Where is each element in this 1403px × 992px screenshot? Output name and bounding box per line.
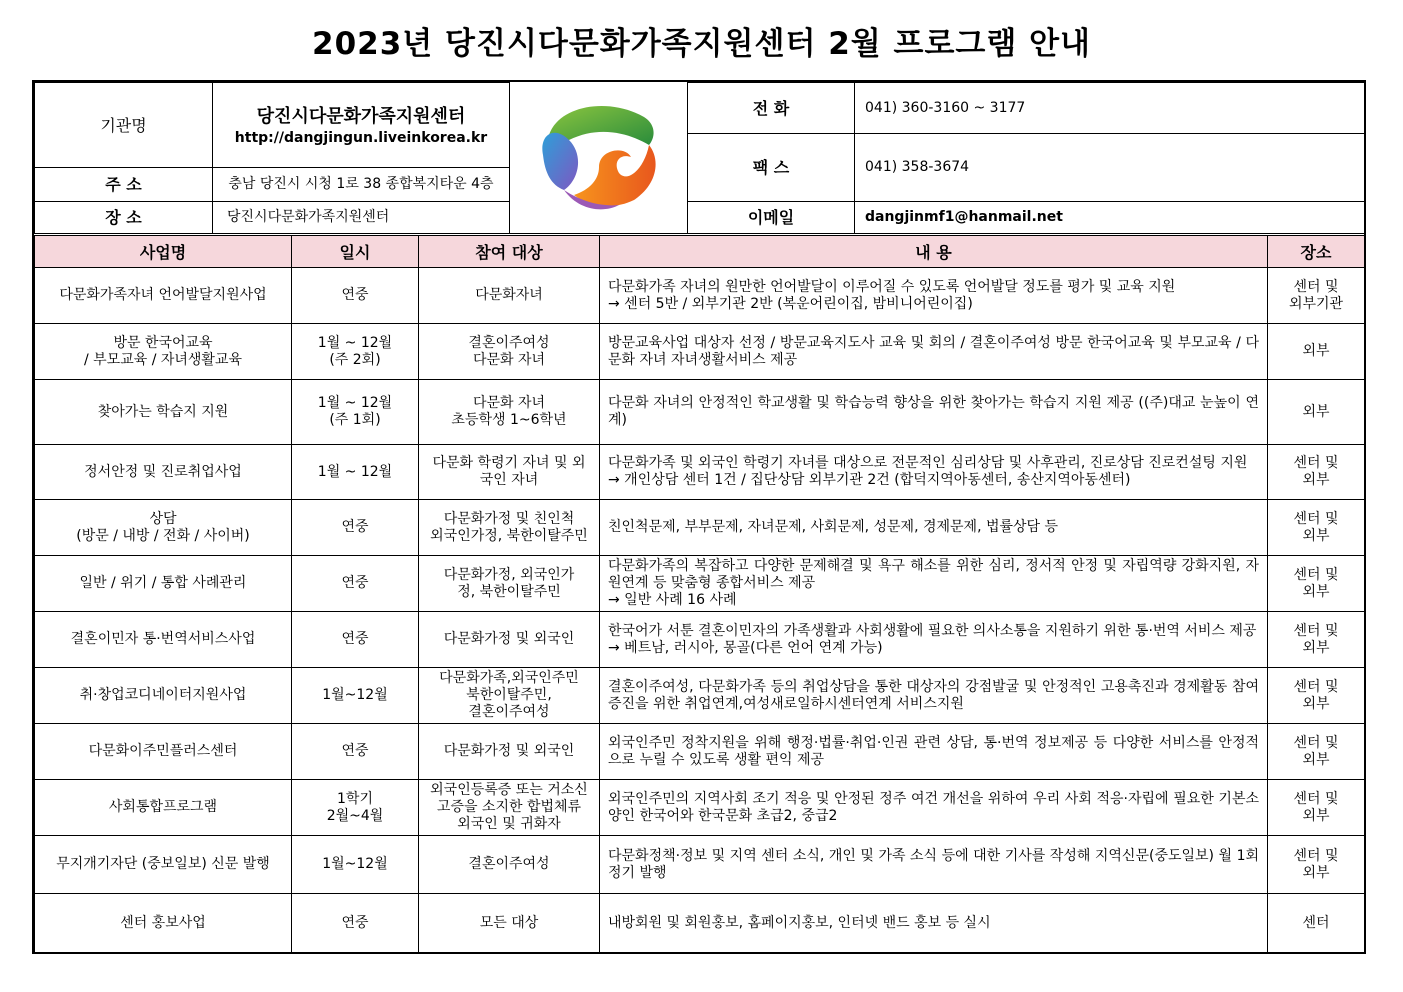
program-place xyxy=(1268,836,1365,894)
program-place xyxy=(1268,380,1365,445)
program-name xyxy=(35,668,292,724)
program-name xyxy=(35,836,292,894)
program-target xyxy=(419,380,600,445)
col-header-content: 내 용 xyxy=(600,236,1268,268)
program-date-line: 1월~12월 xyxy=(322,856,388,872)
phone-value: 041) 360-3160 ~ 3177 xyxy=(855,83,1365,134)
program-place xyxy=(1268,668,1365,724)
program-target-line: 초등학생 1~6학년 xyxy=(451,412,567,428)
program-content xyxy=(600,836,1268,894)
program-place-line: 센터 및 xyxy=(1293,455,1339,471)
program-date-line: 연중 xyxy=(341,575,369,591)
center-logo-icon xyxy=(529,95,669,215)
table-row xyxy=(35,268,1365,324)
program-name xyxy=(35,500,292,556)
program-name-line: 센터 홍보사업 xyxy=(120,915,206,931)
email-value: dangjinmf1@hanmail.net xyxy=(855,202,1365,234)
program-target xyxy=(419,612,600,668)
program-target-line: 다문화가정 및 외국인 xyxy=(443,743,575,759)
program-date xyxy=(292,836,419,894)
program-place-line: 외부 xyxy=(1302,639,1330,656)
program-place-line: 외부 xyxy=(1302,695,1330,712)
program-date xyxy=(292,445,419,500)
program-date-line: (주 2회) xyxy=(329,351,381,368)
program-content xyxy=(600,724,1268,780)
program-place xyxy=(1268,612,1365,668)
program-target-line: 결혼이주여성 xyxy=(468,704,550,720)
program-target-line: 다문화가정 및 외국인 xyxy=(443,631,575,647)
program-target-line: 결혼이주여성 xyxy=(468,334,550,351)
program-content-line: 친인척문제, 부부문제, 자녀문제, 사회문제, 성문제, 경제문제, 법률상담 등 xyxy=(608,519,1059,535)
table-row xyxy=(35,894,1365,954)
program-date xyxy=(292,268,419,324)
program-place-line: 외부 xyxy=(1302,527,1330,544)
program-name xyxy=(35,724,292,780)
program-target xyxy=(419,836,600,894)
program-target-line: 다문화가족,외국인주민 xyxy=(439,670,579,686)
program-content xyxy=(600,612,1268,668)
program-target-line: 외국인 및 귀화자 xyxy=(457,816,561,832)
org-name-cell xyxy=(213,83,510,168)
program-target xyxy=(419,500,600,556)
program-place-line: 센터 및 xyxy=(1293,790,1339,807)
program-name xyxy=(35,780,292,836)
table-row xyxy=(35,380,1365,445)
table-row xyxy=(35,445,1365,500)
table-row xyxy=(35,668,1365,724)
email-label: 이메일 xyxy=(688,202,855,234)
program-date-line: 1학기 xyxy=(337,790,373,807)
program-target xyxy=(419,724,600,780)
program-document xyxy=(32,80,1366,954)
program-target xyxy=(419,668,600,724)
program-place-line: 센터 및 xyxy=(1293,678,1339,695)
program-date-line: 연중 xyxy=(341,631,369,647)
program-place-line: 센터 및 xyxy=(1293,510,1339,527)
program-date-line: 연중 xyxy=(341,519,369,535)
program-name xyxy=(35,556,292,612)
program-date xyxy=(292,556,419,612)
org-name: 당진시다문화가족지원센터 xyxy=(256,105,466,127)
fax-value: 041) 358-3674 xyxy=(855,134,1365,202)
program-target-line: 모든 대상 xyxy=(479,915,539,931)
program-date-line: 2월~4월 xyxy=(326,807,384,824)
address-value: 충남 당진시 시청 1로 38 종합복지타운 4층 xyxy=(213,168,510,202)
program-place-line: 센터 및 xyxy=(1293,847,1339,864)
program-date xyxy=(292,894,419,954)
program-date-line: 연중 xyxy=(341,743,369,759)
program-place-line: 외부 xyxy=(1302,472,1330,488)
program-date-line: 연중 xyxy=(341,915,369,931)
program-target-line: 외국인가정, 북한이탈주민 xyxy=(430,527,588,544)
program-date xyxy=(292,324,419,380)
program-place-line: 센터 및 xyxy=(1293,278,1339,295)
address-label: 주 소 xyxy=(35,168,213,202)
program-target-line: 다문화 자녀 xyxy=(472,395,546,411)
table-row xyxy=(35,556,1365,612)
table-row xyxy=(35,724,1365,780)
program-content xyxy=(600,380,1268,445)
program-place xyxy=(1268,724,1365,780)
col-header-place: 장소 xyxy=(1268,236,1365,268)
program-place-line: 외부 xyxy=(1302,343,1330,359)
program-place-line: 외부 xyxy=(1302,751,1330,768)
program-place xyxy=(1268,324,1365,380)
program-target-line: 정, 북한이탈주민 xyxy=(457,583,561,600)
col-header-name: 사업명 xyxy=(35,236,292,268)
program-name xyxy=(35,894,292,954)
program-date xyxy=(292,724,419,780)
program-target-line: 다문화 자녀 xyxy=(472,351,546,368)
org-url: http://dangjingun.liveinkorea.kr xyxy=(234,129,488,146)
program-content-line: 다문화가족의 복잡하고 다양한 문제해결 및 욕구 해소를 위한 심리, 정서적 안정 및 자립역량 강화지원, 자원연계 등 맞춤형 종합서비스 제공 xyxy=(608,558,1259,591)
program-date xyxy=(292,380,419,445)
place-label: 장 소 xyxy=(35,202,213,234)
program-content-line: 다문화정책·정보 및 지역 센터 소식, 개인 및 가족 소식 등에 대한 기사를 작성해 지역신문(중도일보) 월 1회 정기 발행 xyxy=(608,847,1259,881)
table-header-row xyxy=(35,236,1365,268)
program-name-line: 취·창업코디네이터지원사업 xyxy=(79,687,247,703)
program-name-line: 다문화가족자녀 언어발달지원사업 xyxy=(59,287,267,303)
program-date-line: (주 1회) xyxy=(329,412,381,428)
col-header-date: 일시 xyxy=(292,236,419,268)
program-place-line: 외부 xyxy=(1302,403,1330,420)
fax-label: 팩 스 xyxy=(688,134,855,202)
program-content xyxy=(600,780,1268,836)
program-target-line: 국인 자녀 xyxy=(479,472,539,488)
program-name-line: 사회통합프로그램 xyxy=(108,799,218,815)
program-content-line: 내방회원 및 회원홍보, 홈페이지홍보, 인터넷 밴드 홍보 등 실시 xyxy=(608,915,991,931)
program-content-line: → 베트남, 러시아, 몽골(다른 언어 연계 가능) xyxy=(608,639,883,656)
program-name xyxy=(35,445,292,500)
program-target-line: 북한이탈주민, xyxy=(466,687,552,703)
program-date xyxy=(292,612,419,668)
program-name-line: 무지개기자단 (중보일보) 신문 발행 xyxy=(56,856,270,872)
program-place xyxy=(1268,268,1365,324)
program-place xyxy=(1268,780,1365,836)
program-name xyxy=(35,612,292,668)
program-name xyxy=(35,268,292,324)
program-target-line: 다문화 학령기 자녀 및 외 xyxy=(432,455,586,471)
program-place-line: 외부 xyxy=(1302,864,1330,881)
program-content-line: 방문교육사업 대상자 선정 / 방문교육지도사 교육 및 회의 / 결혼이주여성 방문 한국어교육 및 부모교육 / 다문화 자녀 자녀생활서비스 제공 xyxy=(608,334,1259,368)
program-place-line: 외부 xyxy=(1302,807,1330,824)
program-name-line: 다문화이주민플러스센터 xyxy=(88,743,238,759)
program-name-line: 상담 xyxy=(149,510,177,527)
org-label: 기관명 xyxy=(35,83,213,168)
program-table xyxy=(34,235,1365,954)
program-name-line: (방문 / 내방 / 전화 / 사이버) xyxy=(76,527,250,544)
program-content xyxy=(600,556,1268,612)
program-content xyxy=(600,324,1268,380)
program-date xyxy=(292,780,419,836)
program-place xyxy=(1268,894,1365,954)
program-target xyxy=(419,556,600,612)
program-content-line: 다문화 자녀의 안정적인 학교생활 및 학습능력 향상을 위한 찾아가는 학습지 지원 제공 ((주)대교 눈높이 연계) xyxy=(608,395,1259,428)
program-place-line: 센터 및 xyxy=(1293,622,1339,639)
table-row xyxy=(35,836,1365,894)
program-target-line: 고증을 소지한 합법체류 xyxy=(436,799,582,815)
phone-label: 전 화 xyxy=(688,83,855,134)
table-row xyxy=(35,500,1365,556)
program-content-line: 다문화가족 및 외국인 학령기 자녀를 대상으로 전문적인 심리상담 및 사후관리, 진로상담 진로컨설팅 지원 xyxy=(608,455,1248,471)
col-header-target: 참여 대상 xyxy=(419,236,600,268)
program-target-line: 결혼이주여성 xyxy=(468,856,550,872)
program-name-line: 찾아가는 학습지 지원 xyxy=(97,403,229,420)
program-content-line: → 센터 5반 / 외부기관 2반 (복운어린이집, 밤비니어린이집) xyxy=(608,295,973,312)
program-date xyxy=(292,668,419,724)
program-date-line: 1월 ~ 12월 xyxy=(317,334,393,351)
org-info-table xyxy=(34,82,1365,234)
program-content-line: 다문화가족 자녀의 원만한 언어발달이 이루어질 수 있도록 언어발달 정도를 평가 및 교육 지원 xyxy=(608,278,1176,295)
program-place xyxy=(1268,445,1365,500)
table-row xyxy=(35,780,1365,836)
program-name-line: / 부모교육 / 자녀생활교육 xyxy=(83,351,243,368)
program-place-line: 센터 및 xyxy=(1293,734,1339,751)
program-target xyxy=(419,324,600,380)
program-content xyxy=(600,894,1268,954)
program-content xyxy=(600,445,1268,500)
program-name-line: 정서안정 및 진로취업사업 xyxy=(84,463,242,480)
program-date-line: 1월 ~ 12월 xyxy=(317,395,393,411)
program-target xyxy=(419,780,600,836)
table-row xyxy=(35,324,1365,380)
program-date xyxy=(292,500,419,556)
program-content-line: 한국어가 서툰 결혼이민자의 가족생활과 사회생활에 필요한 의사소통을 지원하기 위한 통·번역 서비스 제공 xyxy=(608,622,1257,639)
program-target-line: 다문화가정 및 친인척 xyxy=(443,510,575,527)
program-date-line: 1월~12월 xyxy=(322,687,388,703)
program-content-line: → 일반 사례 16 사례 xyxy=(608,592,737,608)
program-content xyxy=(600,268,1268,324)
logo-cell xyxy=(510,83,688,234)
program-place-line: 외부기관 xyxy=(1288,295,1344,312)
program-date-line: 연중 xyxy=(341,287,369,303)
page-title: 2023년 당진시다문화가족지원센터 2월 프로그램 안내 xyxy=(312,26,1091,62)
program-place-line: 센터 및 xyxy=(1293,566,1339,583)
program-target-line: 외국인등록증 또는 거소신 xyxy=(430,782,588,798)
program-place xyxy=(1268,500,1365,556)
program-name xyxy=(35,324,292,380)
program-content-line: 외국인주민 정착지원을 위해 행정·법률·취업·인권 관련 상담, 통·번역 정보제공 등 다양한 서비스를 안정적으로 누릴 수 있도록 생활 편익 제공 xyxy=(608,734,1259,768)
program-place-line: 센터 xyxy=(1302,915,1330,931)
program-content-line: → 개인상담 센터 1건 / 집단상담 외부기관 2건 (합덕지역아동센터, 송산지역아동센터) xyxy=(608,472,1131,488)
place-value: 당진시다문화가족지원센터 xyxy=(213,202,510,234)
program-name-line: 방문 한국어교육 xyxy=(113,334,213,351)
program-name-line: 결혼이민자 통·번역서비스사업 xyxy=(70,631,256,647)
program-target xyxy=(419,445,600,500)
program-content-line: 외국인주민의 지역사회 조기 적응 및 안정된 정주 여건 개선을 위하여 우리 사회 적응·자립에 필요한 기본소양인 한국어와 한국문화 초급2, 중급2 xyxy=(608,790,1259,824)
table-row xyxy=(35,612,1365,668)
program-name xyxy=(35,380,292,445)
program-place xyxy=(1268,556,1365,612)
program-content-line: 결혼이주여성, 다문화가족 등의 취업상담을 통한 대상자의 강점발굴 및 안정적인 고용촉진과 경제활동 참여 증진을 위한 취업연계,여성새로일하시센터연계 서비스지원 xyxy=(608,678,1259,712)
program-content xyxy=(600,668,1268,724)
program-target-line: 다문화가정, 외국인가 xyxy=(443,566,575,583)
program-place-line: 외부 xyxy=(1302,583,1330,600)
program-target xyxy=(419,894,600,954)
program-target xyxy=(419,268,600,324)
program-date-line: 1월 ~ 12월 xyxy=(317,463,393,480)
program-name-line: 일반 / 위기 / 통합 사례관리 xyxy=(79,575,247,591)
program-target-line: 다문화자녀 xyxy=(475,287,543,303)
program-content xyxy=(600,500,1268,556)
